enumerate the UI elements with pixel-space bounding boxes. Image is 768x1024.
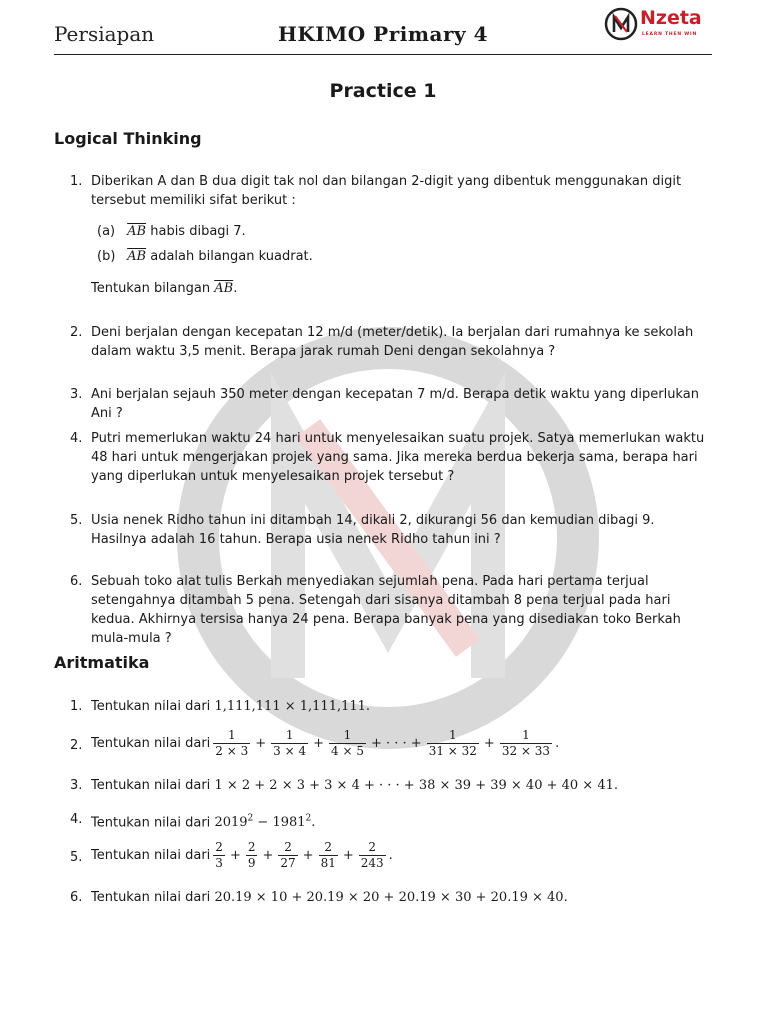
logical-q2 <box>54 323 712 361</box>
header-title: HKIMO Primary 4 <box>278 22 488 46</box>
logical-q1-b <box>97 247 313 266</box>
fraction: $\frac{2}{9}$ <box>247 840 256 870</box>
question-prefix: Tentukan nilai dari <box>91 778 211 793</box>
logical-q1 <box>54 172 712 210</box>
question-number: 1. <box>70 699 83 714</box>
question-number: 1. <box>70 174 83 189</box>
section-aritmatika: Aritmatika <box>54 653 150 672</box>
question-number: 2. <box>70 325 83 340</box>
question-prefix: Tentukan nilai dari <box>91 848 211 863</box>
logical-q4 <box>54 429 712 486</box>
fraction: $\frac{2}{243}$ <box>360 840 384 870</box>
ab-overline: $\overline{AB}$ <box>127 224 147 239</box>
arit-q5: 5. Tentukan nilai dari $\frac{2}{3}$ + $\frac{2}{9}$ + $\frac{2}{27}$ + $\frac{2}{81}$ + $\frac{2}{243}$ . <box>70 840 393 870</box>
math-expression: 1,111,111 × 1,111,111. <box>214 699 371 714</box>
fraction: $\frac{1}{4 \times 5}$ <box>331 728 364 758</box>
question-number: 6. <box>70 574 83 589</box>
sub-text-b: adalah bilangan kuadrat. <box>150 249 313 264</box>
page-header <box>54 7 712 55</box>
question-number: 4. <box>70 431 83 446</box>
nzeta-logo-icon <box>604 7 638 41</box>
question-text: Ani berjalan sejauh 350 meter dengan kecepatan 7 m/d. Berapa detik waktu yang diperlukan Ani ? <box>91 387 699 421</box>
question-number: 2. <box>70 738 83 753</box>
ab-overline: $\overline{AB}$ <box>214 281 234 296</box>
logical-q5 <box>54 511 712 549</box>
logo-tagline: LEARN THEN WIN <box>642 32 698 37</box>
q1-ask: Tentukan bilangan <box>91 281 211 296</box>
ab-overline: $\overline{AB}$ <box>127 249 147 264</box>
question-number: 5. <box>70 513 83 528</box>
arit-q1 <box>54 697 712 716</box>
fraction: $\frac{1}{32 \times 33}$ <box>501 728 551 758</box>
page-title: Practice 1 <box>329 80 437 102</box>
question-prefix: Tentukan nilai dari <box>91 815 211 831</box>
logo-brand: Nzeta <box>640 7 702 29</box>
ellipsis: + · · · + <box>370 736 422 751</box>
fraction: $\frac{2}{3}$ <box>215 840 223 870</box>
section-logical-thinking: Logical Thinking <box>54 129 202 148</box>
question-number: 3. <box>70 387 83 402</box>
logical-q1-ask: Tentukan bilangan $\overline{AB}$. <box>91 281 238 296</box>
q1-text: Diberikan A dan B dua digit tak nol dan bilangan 2-digit yang dibentuk menggunakan digit tersebut memiliki sifat berikut : <box>91 174 682 208</box>
logical-q3 <box>54 385 712 423</box>
arit-q4 <box>54 810 712 832</box>
question-number: 6. <box>70 890 83 905</box>
question-text: Usia nenek Ridho tahun ini ditambah 14, dikali 2, dikurangi 56 dan kemudian dibagi 9. Hasilnya adalah 16 tahun. Berapa usia nenek Ridho tahun ini ? <box>91 513 655 547</box>
fraction: $\frac{1}{31 \times 32}$ <box>428 728 477 758</box>
math-expression: 1 × 2 + 2 × 3 + 3 × 4 + · · · + 38 × 39 + 39 × 40 + 40 × 41. <box>214 778 618 793</box>
math-expression: $2019^2 - 1981^2$. <box>214 814 316 831</box>
question-number: 5. <box>70 850 83 865</box>
arit-q6 <box>54 888 712 907</box>
fraction: $\frac{2}{27}$ <box>280 840 296 870</box>
question-prefix: Tentukan nilai dari <box>91 736 211 751</box>
fraction: $\frac{2}{81}$ <box>320 840 336 870</box>
nzeta-logo <box>604 7 712 47</box>
sub-text-a: habis dibagi 7. <box>150 224 246 239</box>
question-prefix: Tentukan nilai dari <box>91 699 211 714</box>
header-left: Persiapan <box>54 22 155 46</box>
question-number: 3. <box>70 778 83 793</box>
question-number: 4. <box>70 812 83 827</box>
logical-q6 <box>54 572 712 648</box>
sub-label-a: (a) <box>97 224 116 239</box>
question-text: Putri memerlukan waktu 24 hari untuk menyelesaikan suatu projek. Satya memerlukan waktu 48 hari untuk mengerjakan projek yang sama. Jika mereka berdua bekerja sama, berapa hari yang diperlukan untuk menyelesaikan projek tersebut ? <box>91 431 705 484</box>
math-expression: 20.19 × 10 + 20.19 × 20 + 20.19 × 30 + 20.19 × 40. <box>214 890 568 905</box>
sub-label-b: (b) <box>97 249 116 264</box>
fraction: $\frac{1}{3 \times 4}$ <box>273 728 307 758</box>
question-text: Deni berjalan dengan kecepatan 12 m/d (meter/detik). Ia berjalan dari rumahnya ke sekolah dalam waktu 3,5 menit. Berapa jarak rumah Deni dengan sekolahnya ? <box>91 325 694 359</box>
arit-q3 <box>54 776 712 795</box>
fraction: $\frac{1}{2 \times 3}$ <box>215 728 249 758</box>
arit-q2: 2. Tentukan nilai dari $\frac{1}{2 \times 3}$ + $\frac{1}{3 \times 4}$ + $\frac{1}{4 \times 5}$ + · · · + $\frac{1}{31 \times 32}$ + $\frac{1}{32 \times 33}$ . <box>70 728 560 758</box>
question-text <box>91 172 712 210</box>
logical-q1-a <box>97 222 246 241</box>
question-prefix: Tentukan nilai dari <box>91 890 211 905</box>
question-text: Sebuah toko alat tulis Berkah menyediakan sejumlah pena. Pada hari pertama terjual setengahnya ditambah 5 pena. Setengah dari sisanya ditambah 8 pena terjual pada hari kedua. Akhirnya tersisa hanya 24 pena. Berapa banyak pena yang disediakan toko Berkah mula-mula ? <box>91 574 681 646</box>
